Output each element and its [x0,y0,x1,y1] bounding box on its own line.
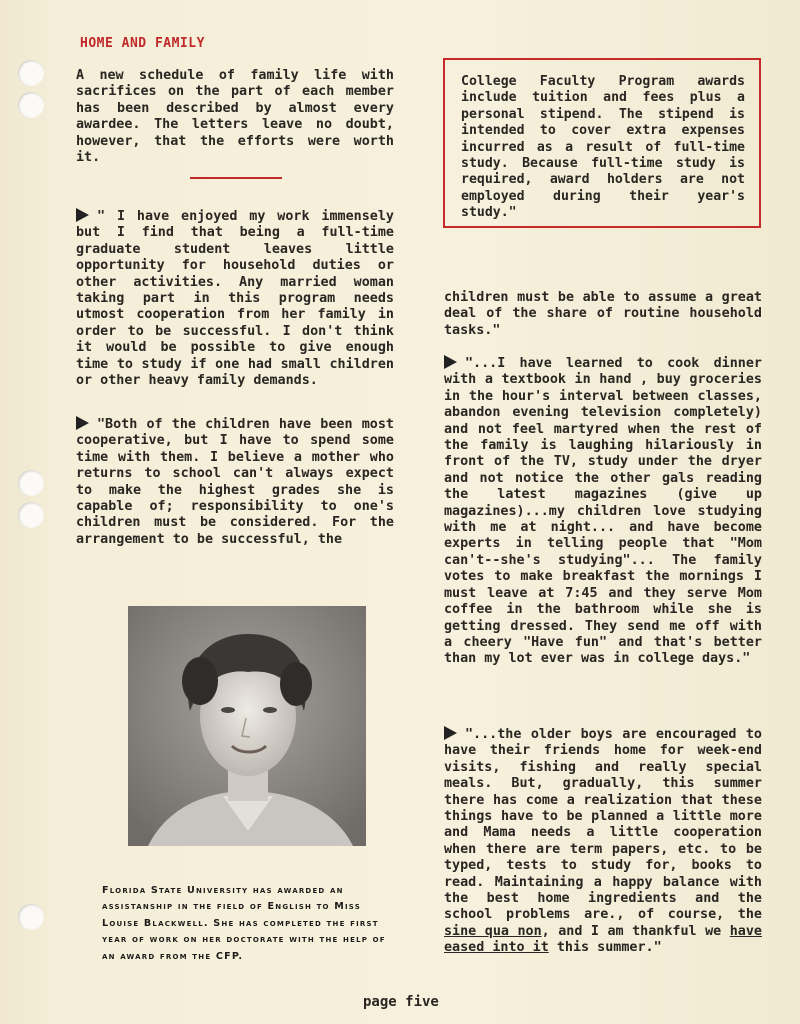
portrait-photo [128,606,366,846]
divider-rule [190,177,282,179]
quote-4-middle: , and I am thankful we [541,923,730,939]
caption-text: Florida State University has awarded an assistanship in the field of English to Miss Louise Blackwell. She has completed the first year of work on her doctorate with the help of an award from the CFP. [102,885,386,962]
underlined-phrase: have eased into it [444,923,762,956]
intro-paragraph [76,68,394,166]
binder-hole [18,470,44,496]
arrow-bullet-icon [444,726,457,740]
callout-text: College Faculty Program awards include tuition and fees plus a personal stipend. The stipend is intended to cover extra expenses incurred as a result of full-time study. Because full-time study is required, award holders are not employed during their year's study." [461,74,745,221]
photo-caption [102,883,392,965]
section-title: HOME AND FAMILY [80,36,205,51]
quote-paragraph-1 [76,208,394,389]
quote-4-end: this summer." [548,940,662,956]
quote-paragraph-2 [76,416,394,548]
arrow-bullet-icon [444,355,457,369]
arrow-bullet-icon [76,416,89,430]
quote-2-text: "Both of the children have been most cooperative, but I have to spend some time with them. I believe a mother who returns to school can't always expect to make the highest grades she is capable of; responsibility to one's children must be considered. For the arrangement to be successful, the [76,417,394,547]
portrait-photo-image [128,606,366,846]
quote-paragraph-4 [444,726,762,957]
binder-hole [18,92,44,118]
binder-hole [18,502,44,528]
page-number: page five [363,994,439,1010]
quote-4-text: "...the older boys are encouraged to have their friends home for week-end visits, fishing and really special meals. But, gradually, this summer there has come a realization that these things have to be planned a little more and Mama needs a little cooperation when there are term papers, etc. to be typed, tests to study for, books to read. Maintaining a happy balance with the best home ingredients and the school problems are., of course, the [444,727,762,923]
stipend-callout-box [443,58,761,228]
binder-hole [18,60,44,86]
binder-hole [18,904,44,930]
continuation-text: children must be able to assume a great deal of the share of routine household tasks." [444,290,762,338]
underlined-phrase: sine qua non [444,923,542,939]
arrow-bullet-icon [76,208,89,222]
continuation-paragraph [444,290,762,339]
intro-text: A new schedule of family life with sacrifices on the part of each member has been described by almost every awardee. The letters leave no doubt, however, that the efforts were worth it. [76,68,394,166]
quote-paragraph-3 [444,355,762,668]
quote-3-text: "...I have learned to cook dinner with a textbook in hand , buy groceries in the hour's interval between classes, abandon evening television completely) and not feel martyred when the rest of the family is laughing hilariously in front of the TV, study under the dryer and not notice the other gals reading the latest magazines (give up magazines)...my children love studying with me at night... and have become experts in telling people that "Mom can't--she's studying"... The family votes to make breakfast the mornings I must leave at 7:45 and they serve Mom coffee in the bathroom while she is getting dressed. They send me off with a cheery "Have fun" and that's better than my lot ever was in college days." [444,356,762,667]
quote-1-text: " I have enjoyed my work immensely but I find that being a full-time graduate student leaves little opportunity for household duties or other activities. Any married woman taking part in this program needs utmost cooperation from her family in order to be successful. I don't think it would be possible to give enough time to study if one had small children or other heavy family demands. [76,209,394,389]
